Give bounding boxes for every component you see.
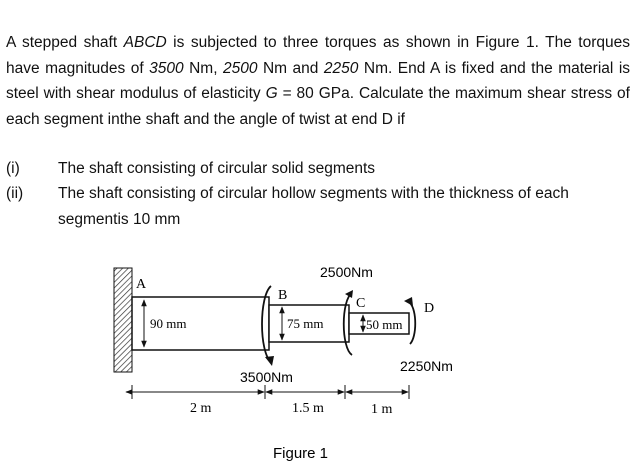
label-c: C	[356, 296, 366, 311]
problem-statement: A stepped shaft ABCD is subjected to three torques as shown in Figure 1. The torques have magnitudes of 3500 Nm, 2500 Nm and 2250 Nm. End A is fixed and the material is steel with shear modulus of elasticity G = 80 GPa. Calculate the maximum shear stress of each segment inthe shaft and the angle of twist at end D if	[6, 34, 631, 128]
length-bc-label: 1.5 m	[292, 401, 324, 416]
label-b: B	[278, 288, 288, 303]
diameter-bc-label: 75 mm	[287, 316, 324, 331]
diameter-cd-label: 50 mm	[366, 317, 403, 332]
torque-1: 3500	[149, 59, 184, 77]
length-dimension-line	[126, 385, 409, 399]
length-ab-label: 2 m	[190, 401, 212, 416]
length-cd-label: 1 m	[371, 402, 393, 417]
torque-c-label: 2500Nm	[320, 264, 373, 280]
torque-2: 2500	[223, 59, 258, 77]
shear-modulus-symbol: G	[265, 85, 278, 102]
torque-3: 2250	[323, 59, 359, 77]
figure-caption: Figure 1	[273, 445, 329, 462]
shaft-name: ABCD	[123, 34, 167, 51]
diameter-ab-label: 90 mm	[150, 316, 187, 331]
item-text: The shaft consisting of circular solid segments	[58, 160, 376, 177]
label-d: D	[424, 301, 435, 316]
torque-b-label: 3500Nm	[240, 369, 293, 385]
label-a: A	[136, 277, 147, 292]
item-number: (i)	[6, 160, 20, 177]
torque-d-label: 2250Nm	[400, 358, 453, 374]
item-number: (ii)	[6, 185, 24, 202]
fixed-support-wall	[114, 268, 132, 372]
item-text: The shaft consisting of circular hollow segments with the thickness of each segmentis 10 mm	[58, 185, 569, 228]
